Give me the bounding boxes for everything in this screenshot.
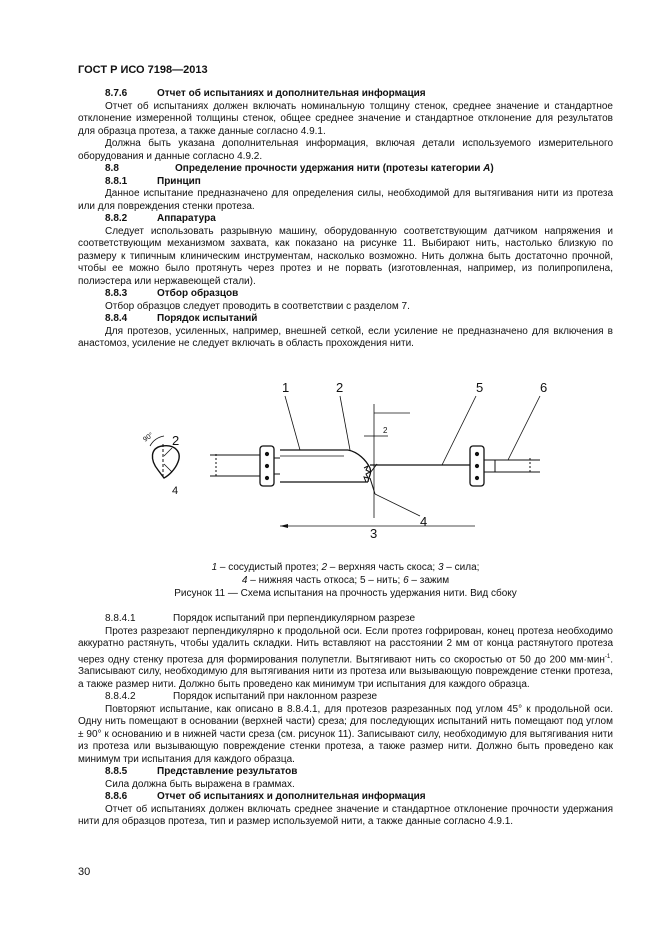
paragraph: Должна быть указана дополнительная информация, включая детали используемого измерительного оборудования и данные согласно 4.9.2. — [78, 138, 613, 162]
angle-label: 90° — [142, 431, 155, 444]
suture-and-clamp — [370, 446, 540, 486]
paragraph: Сила должна быть выражена в граммах. — [105, 778, 295, 790]
upper-text — [78, 88, 613, 351]
heading-8-8-1: 8.8.1 Принцип — [105, 175, 201, 187]
paragraph: Следует использовать разрывную машину, оборудованную соответствующим датчиком напряжения и соответствующим механизмом захвата, как показано на рисунке 11. Выбирают нить, настолько близкую по размеру к типичным клиническим инструментам, насколько возможно. Нить должна быть достаточно прочной, чтобы ее можно было протянуть через протез и не порвать (изготовленная, например, из полипропилена, полиэстера или нержавеющей стали). — [78, 225, 613, 287]
paragraph: Отчет об испытаниях должен включать номинальную толщину стенок, среднее значение и стандартное отклонение измеренной толщины стенок, общее среднее значение и стандартное отклонение для результатов для образца протеза, а также данные согласно 4.9.1. — [78, 100, 613, 137]
lower-text — [78, 613, 613, 829]
paragraph: Протез разрезают перпендикулярно к продольной оси. Если протез гофрирован, конец протеза необходимо аккуратно растянуть, чтобы удалить складки. Нить вставляют на расстоянии 2 мм от конца растянутого протеза через одну стенку протеза для формирования полупетли. Вытягивают нить со скоростью от 50 до 200 мм·мин$^{-1}$. Записывают силу, необходимую для вытягивания нити из протеза или вызывающую повреждение стенки протеза, а также размер нити. Должно быть проведено как минимум три испытания для каждого образца. — [78, 625, 613, 690]
label-1: 1 — [282, 380, 290, 395]
paragraph: Отбор образцов следует проводить в соответствии с разделом 7. — [105, 300, 410, 312]
figure-11-diagram — [120, 378, 590, 558]
label-2-side: 2 — [172, 433, 180, 448]
left-clamp — [210, 446, 280, 486]
heading-8-7-6: 8.7.6 Отчет об испытаниях и дополнительная информация — [105, 88, 426, 99]
figure-caption: Рисунок 11 — Схема испытания на прочность удержания нити. Вид сбоку — [174, 588, 517, 599]
label-3: 3 — [370, 526, 378, 541]
heading-8-8-2: 8.8.2 Аппаратура — [105, 213, 216, 224]
page-number: 30 — [78, 866, 91, 878]
label-5: 5 — [476, 380, 484, 395]
heading-8-8-4: 8.8.4 Порядок испытаний — [105, 313, 258, 324]
label-6: 6 — [540, 380, 548, 395]
prosthesis-end-view — [142, 431, 180, 497]
heading-8-8-3: 8.8.3 Отбор образцов — [105, 288, 239, 299]
heading-8-8-4-1: 8.8.4.1 Порядок испытаний при перпендикулярном разрезе — [105, 613, 416, 624]
label-4: 4 — [420, 514, 428, 529]
heading-8-8-4-2: 8.8.4.2 Порядок испытаний при наклонном разрезе — [105, 691, 378, 703]
document-header: ГОСТ Р ИСО 7198—2013 — [78, 64, 208, 76]
dim-2-label: 2 — [383, 426, 388, 435]
paragraph: Повторяют испытание, как описано в 8.8.4.1, для протезов разрезанных под углом 45° к продольной оси. Одну нить помещают в основании (верхней части) среза; для последующих испытаний нить помещают под углом ± 90° к основанию и в нижней части среза (см. рисунок 11). Записывают силу, необходимую для вытягивания нити из протеза или вызывающую повреждение стенки протеза, а также размер нити. Должно быть проведено как минимум три испытания для каждого образца. — [78, 703, 613, 765]
paragraph: Отчет об испытаниях должен включать среднее значение и стандартное отклонение прочности удержания нити для образцов протеза, тип и размер используемой нити, а также данные согласно 4.9.1. — [78, 803, 613, 828]
vascular-prosthesis — [280, 450, 377, 494]
paragraph: Для протезов, усиленных, например, внешней сеткой, если усиление не предназначено для включения в анастомоз, усиление не следует включать в область прохождения нити. — [78, 325, 613, 349]
callouts — [282, 380, 547, 529]
label-4-side: 4 — [172, 485, 179, 497]
label-2: 2 — [336, 380, 344, 395]
heading-8-8-6: 8.8.6 Отчет об испытаниях и дополнительная информация — [105, 791, 426, 803]
heading-8-8-5: 8.8.5 Представление результатов — [105, 766, 298, 778]
figure-legend-line-2: 4 – нижняя часть откоса; 5 – нить; 6 – зажим — [241, 575, 450, 586]
heading-8-8: 8.8 Определение прочности удержания нити (протезы категории A) — [105, 163, 494, 174]
dimension-lines — [280, 404, 475, 541]
paragraph: Данное испытание предназначено для определения силы, необходимой для вытягивания нити из протеза или для повреждения стенки протеза. — [78, 188, 613, 212]
figure-legend-line-1: 1 – сосудистый протез; 2 – верхняя часть скоса; 3 – сила; — [211, 562, 480, 573]
